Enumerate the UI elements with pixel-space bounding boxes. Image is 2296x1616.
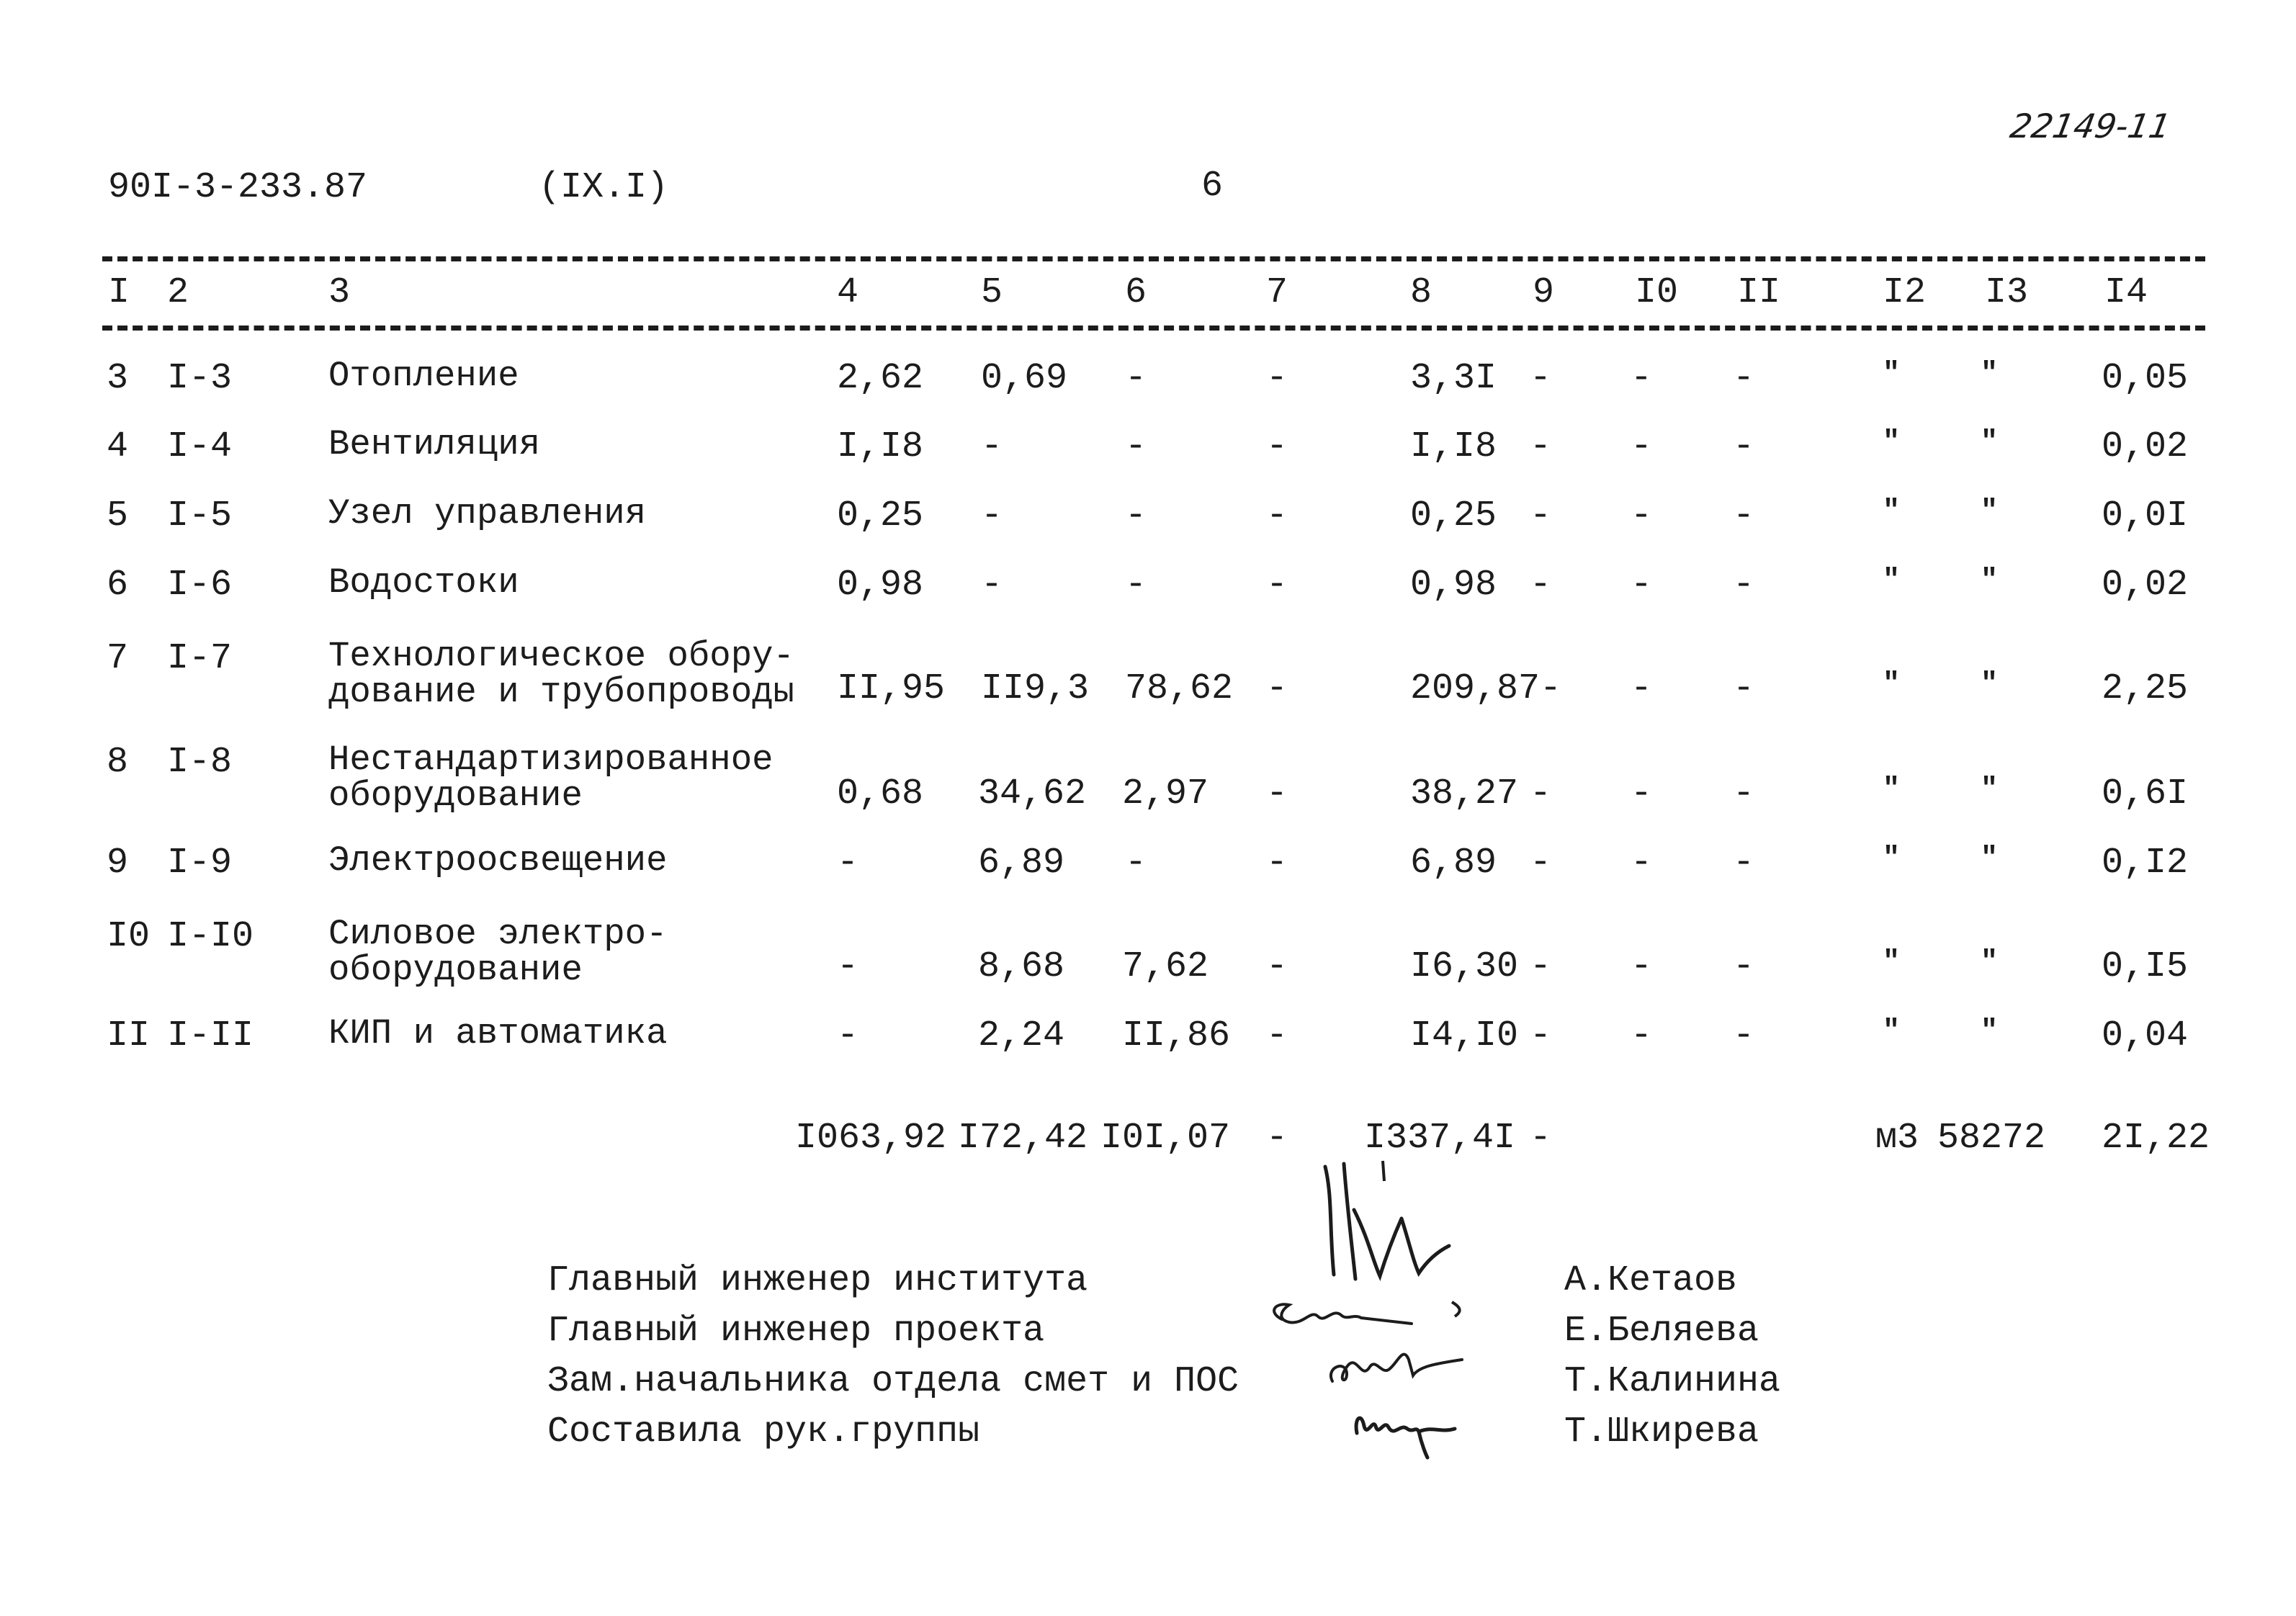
cell-col9: - xyxy=(1530,358,1552,399)
cell-col5: 2,24 xyxy=(978,1015,1065,1056)
row-name: Силовое электро- оборудование xyxy=(328,914,668,990)
row-code: I-9 xyxy=(167,843,233,884)
row-number: 5 xyxy=(107,495,129,537)
cell-col5: - xyxy=(981,426,1003,467)
cell-col4: 0,98 xyxy=(837,565,924,606)
cell-col6: - xyxy=(1125,358,1147,399)
column-header: 5 xyxy=(981,272,1003,313)
column-header: 3 xyxy=(328,272,351,313)
row-code: I-II xyxy=(167,1015,254,1056)
cell-col4: - xyxy=(837,1015,859,1056)
row-code: I-6 xyxy=(167,565,233,606)
total-col5: I72,42 xyxy=(958,1118,1088,1159)
cell-col12: " xyxy=(1883,668,1901,701)
column-header: 8 xyxy=(1410,272,1432,313)
total-unit: м3 xyxy=(1875,1118,1919,1159)
row-number: 3 xyxy=(107,358,129,399)
cell-col8: 0,98 xyxy=(1410,565,1497,606)
row-name: Электроосвещение xyxy=(328,840,668,881)
cell-col8: 209,87- xyxy=(1410,668,1562,709)
signature-role: Составила рук.группы xyxy=(547,1411,980,1453)
cell-col7: - xyxy=(1266,565,1288,606)
row-name: Нестандартизированное оборудование xyxy=(328,740,773,816)
cell-col5: 6,89 xyxy=(978,843,1065,884)
column-header: 7 xyxy=(1266,272,1288,313)
cell-col11: - xyxy=(1733,946,1755,987)
cell-col12: " xyxy=(1883,843,1901,875)
cell-col10: - xyxy=(1631,565,1653,606)
cell-col6: - xyxy=(1125,843,1147,884)
cell-col13: " xyxy=(1981,843,1999,875)
cell-col4: II,95 xyxy=(837,668,946,709)
cell-col11: - xyxy=(1733,843,1755,884)
cell-col10: - xyxy=(1631,426,1653,467)
section-label: (IX.I) xyxy=(539,167,669,208)
cell-col6: - xyxy=(1125,426,1147,467)
cell-col12: " xyxy=(1883,1015,1901,1048)
cell-col7: - xyxy=(1266,495,1288,537)
total-col14: 2I,22 xyxy=(2102,1118,2210,1159)
cell-col12: " xyxy=(1883,773,1901,806)
signature-name: Т.Калинина xyxy=(1564,1361,1781,1402)
cell-col8: I,I8 xyxy=(1410,426,1497,467)
cell-col5: 0,69 xyxy=(981,358,1068,399)
row-code: I-7 xyxy=(167,638,233,679)
cell-col4: 2,62 xyxy=(837,358,924,399)
row-name: Технологическое обору- дование и трубопроводы xyxy=(328,636,794,712)
row-number: 4 xyxy=(107,426,129,467)
column-header: I0 xyxy=(1635,272,1679,313)
cell-col7: - xyxy=(1266,358,1288,399)
cell-col12: " xyxy=(1883,426,1901,459)
cell-col12: " xyxy=(1883,495,1901,528)
cell-col6: - xyxy=(1125,495,1147,537)
total-col8: I337,4I xyxy=(1364,1118,1516,1159)
cell-col11: - xyxy=(1733,358,1755,399)
cell-col11: - xyxy=(1733,565,1755,606)
cell-col9: - xyxy=(1530,426,1552,467)
cell-col8: I6,30 xyxy=(1410,946,1519,987)
cell-col7: - xyxy=(1266,1015,1288,1056)
cell-col11: - xyxy=(1733,773,1755,814)
column-header: 9 xyxy=(1533,272,1555,313)
signature-name: Т.Шкирева xyxy=(1564,1411,1759,1453)
signature-name: Е.Беляева xyxy=(1564,1311,1759,1352)
cell-col10: - xyxy=(1631,946,1653,987)
cell-col9: - xyxy=(1530,946,1552,987)
cell-col5: - xyxy=(981,565,1003,606)
cell-col6: - xyxy=(1125,565,1147,606)
column-header: I4 xyxy=(2104,272,2148,313)
cell-col14: 0,6I xyxy=(2102,773,2189,814)
column-header: 2 xyxy=(167,272,189,313)
cell-col14: 0,04 xyxy=(2102,1015,2189,1056)
signature-name: А.Кетаов xyxy=(1564,1260,1738,1301)
total-col4: I063,92 xyxy=(795,1118,947,1159)
signature-kalinina-icon xyxy=(1318,1338,1476,1396)
cell-col6: 2,97 xyxy=(1122,773,1209,814)
cell-col7: - xyxy=(1266,946,1288,987)
cell-col12: " xyxy=(1883,946,1901,979)
total-volume: 58272 xyxy=(1937,1118,2046,1159)
signature-role: Главный инженер проекта xyxy=(547,1311,1045,1352)
cell-col4: - xyxy=(837,946,859,987)
cell-col9: - xyxy=(1530,1015,1552,1056)
total-col9: - xyxy=(1530,1118,1552,1159)
signature-role: Зам.начальника отдела смет и ПОС xyxy=(547,1361,1239,1402)
cell-col9: - xyxy=(1530,773,1552,814)
row-name: Узел управления xyxy=(328,493,647,534)
cell-col7: - xyxy=(1266,668,1288,709)
cell-col14: 0,02 xyxy=(2102,565,2189,606)
column-header: II xyxy=(1737,272,1781,313)
row-number: 9 xyxy=(107,843,129,884)
cell-col4: 0,25 xyxy=(837,495,924,537)
cell-col7: - xyxy=(1266,426,1288,467)
cell-col8: 38,27 xyxy=(1410,773,1519,814)
cell-col6: 78,62 xyxy=(1125,668,1234,709)
cell-col13: " xyxy=(1981,946,1999,979)
cell-col10: - xyxy=(1631,1015,1653,1056)
page-number: 6 xyxy=(1201,166,1224,207)
table-rule-top xyxy=(102,256,2205,261)
cell-col11: - xyxy=(1733,495,1755,537)
cell-col4: 0,68 xyxy=(837,773,924,814)
column-header: I3 xyxy=(1985,272,2029,313)
cell-col13: " xyxy=(1981,495,1999,528)
cell-col10: - xyxy=(1631,668,1653,709)
cell-col9: - xyxy=(1530,843,1552,884)
table-rule-header xyxy=(102,326,2205,331)
cell-col7: - xyxy=(1266,773,1288,814)
cell-col14: 0,I5 xyxy=(2102,946,2189,987)
cell-col4: - xyxy=(837,843,859,884)
row-number: 7 xyxy=(107,638,129,679)
cell-col14: 0,05 xyxy=(2102,358,2189,399)
row-number: 6 xyxy=(107,565,129,606)
cell-col10: - xyxy=(1631,773,1653,814)
cell-col8: I4,I0 xyxy=(1410,1015,1519,1056)
cell-col12: " xyxy=(1883,358,1901,390)
cell-col5: - xyxy=(981,495,1003,537)
signature-role: Главный инженер института xyxy=(547,1260,1088,1301)
cell-col10: - xyxy=(1631,358,1653,399)
cell-col14: 2,25 xyxy=(2102,668,2189,709)
row-number: II xyxy=(107,1015,151,1056)
document-code: 90I-3-233.87 xyxy=(108,167,368,208)
cell-col7: - xyxy=(1266,843,1288,884)
cell-col12: " xyxy=(1883,565,1901,597)
cell-col14: 0,I2 xyxy=(2102,843,2189,884)
row-name: Водостоки xyxy=(328,562,519,603)
cell-col9: - xyxy=(1530,565,1552,606)
cell-col4: I,I8 xyxy=(837,426,924,467)
row-number: I0 xyxy=(107,916,151,957)
row-code: I-I0 xyxy=(167,916,254,957)
cell-col11: - xyxy=(1733,668,1755,709)
cell-col5: II9,3 xyxy=(981,668,1090,709)
column-header: I2 xyxy=(1883,272,1927,313)
row-name: Отопление xyxy=(328,356,519,396)
cell-col11: - xyxy=(1733,1015,1755,1056)
column-header: 4 xyxy=(837,272,859,313)
signature-belyaeva-icon xyxy=(1260,1288,1476,1345)
cell-col6: II,86 xyxy=(1122,1015,1231,1056)
row-code: I-8 xyxy=(167,742,233,783)
cell-col8: 3,3I xyxy=(1410,358,1497,399)
cell-col13: " xyxy=(1981,773,1999,806)
column-header: I xyxy=(108,272,130,313)
cell-col10: - xyxy=(1631,843,1653,884)
row-number: 8 xyxy=(107,742,129,783)
cell-col9: - xyxy=(1530,495,1552,537)
cell-col14: 0,02 xyxy=(2102,426,2189,467)
cell-col13: " xyxy=(1981,1015,1999,1048)
total-col6: I0I,07 xyxy=(1100,1118,1231,1159)
corner-note: 22149-11 xyxy=(2007,107,2174,145)
row-code: I-4 xyxy=(167,426,233,467)
row-name: Вентиляция xyxy=(328,424,541,464)
row-code: I-3 xyxy=(167,358,233,399)
row-name: КИП и автоматика xyxy=(328,1013,668,1054)
row-code: I-5 xyxy=(167,495,233,537)
cell-col10: - xyxy=(1631,495,1653,537)
cell-col6: 7,62 xyxy=(1122,946,1209,987)
signature-shkireva-icon xyxy=(1347,1397,1476,1462)
cell-col13: " xyxy=(1981,565,1999,597)
signature-ketaov-icon xyxy=(1311,1152,1455,1289)
cell-col14: 0,0I xyxy=(2102,495,2189,537)
cell-col11: - xyxy=(1733,426,1755,467)
cell-col8: 6,89 xyxy=(1410,843,1497,884)
total-col7: - xyxy=(1266,1118,1288,1159)
cell-col5: 8,68 xyxy=(978,946,1065,987)
cell-col8: 0,25 xyxy=(1410,495,1497,537)
column-header: 6 xyxy=(1125,272,1147,313)
cell-col5: 34,62 xyxy=(978,773,1087,814)
cell-col13: " xyxy=(1981,358,1999,390)
cell-col13: " xyxy=(1981,426,1999,459)
cell-col13: " xyxy=(1981,668,1999,701)
